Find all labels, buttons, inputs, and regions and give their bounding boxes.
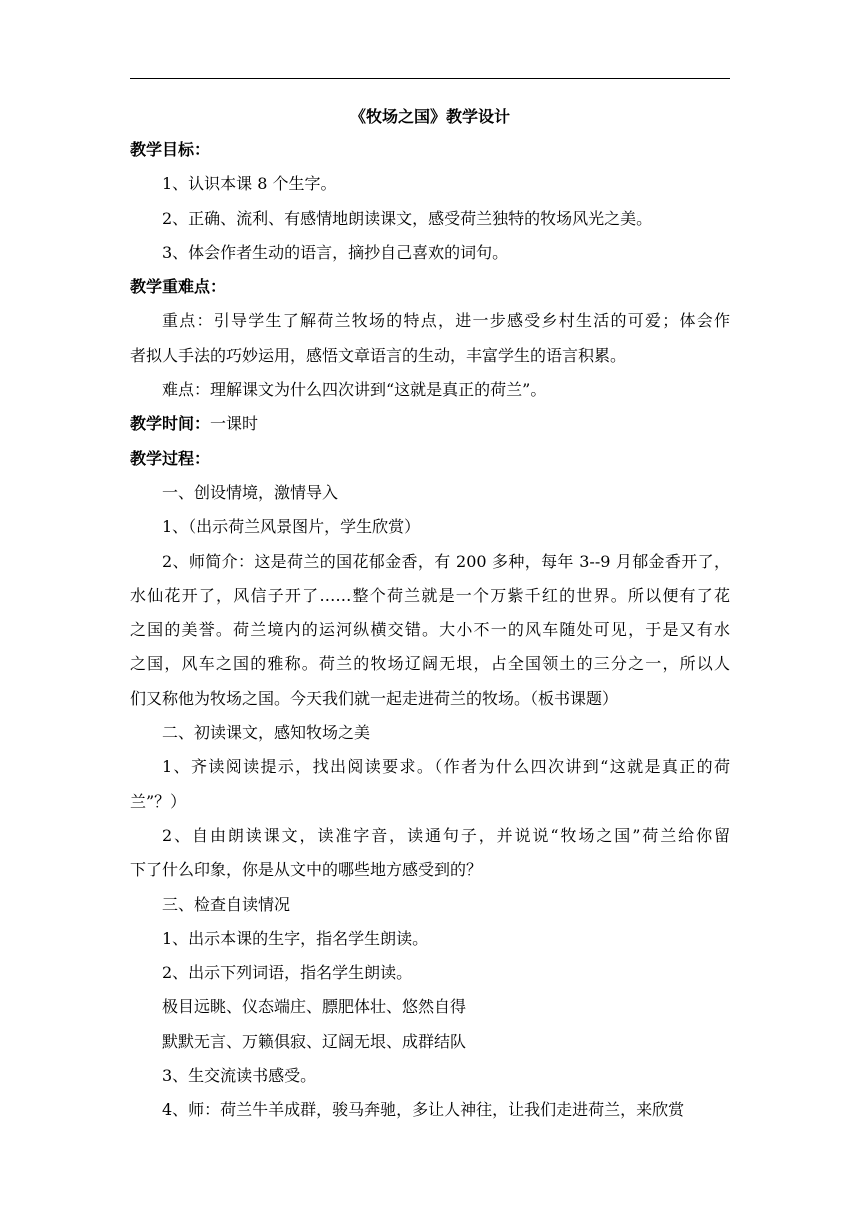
- section-item: 3、生交流读书感受。: [162, 1066, 317, 1086]
- difficulty-text: 难点：理解课文为什么四次讲到“这就是真正的荷兰”。: [162, 380, 547, 400]
- paragraph-line: 1、齐读阅读提示，找出阅读要求。（作者为什么四次讲到“这就是真正的荷: [162, 757, 730, 777]
- word-list: 默默无言、万籁俱寂、辽阔无垠、成群结队: [162, 1031, 467, 1051]
- key-point-paragraph: [130, 304, 730, 373]
- section-paragraph: [130, 750, 730, 819]
- objective-item: 1、认识本课 8 个生字。: [162, 174, 337, 194]
- paragraph-line: 2、自由朗读课文，读准字音，读通句子，并说说“牧场之国”荷兰给你留: [162, 825, 730, 845]
- paragraph-line: 者拟人手法的巧妙运用，感悟文章语言的生动，丰富学生的语言积累。: [130, 345, 627, 365]
- section-item: 2、出示下列词语，指名学生朗读。: [162, 963, 413, 983]
- document-body: [130, 100, 730, 1128]
- objective-item: 3、体会作者生动的语言，摘抄自己喜欢的词句。: [162, 242, 509, 262]
- section-title: 二、初读课文，感知牧场之美: [162, 723, 371, 743]
- section-paragraph: [130, 545, 730, 716]
- objective-item: 2、正确、流利、有感情地朗读课文，感受荷兰独特的牧场风光之美。: [162, 208, 653, 228]
- document-title: 《牧场之国》教学设计: [349, 107, 510, 126]
- header-rule: [130, 78, 730, 79]
- paragraph-line: 水仙花开了，风信子开了……整个荷兰就是一个万紫千红的世界。所以便有了花: [130, 585, 730, 605]
- section-title: 三、检查自读情况: [162, 894, 291, 914]
- section-item: 1、（出示荷兰风景图片，学生欣赏）: [162, 517, 421, 537]
- key-points-heading: 教学重难点：: [130, 277, 227, 297]
- time-label: 教学时间：: [130, 414, 211, 434]
- paragraph-line: 兰”？）: [130, 791, 187, 811]
- section-item: 4、师：荷兰牛羊成群，骏马奔驰，多让人神往，让我们走进荷兰，来欣赏: [162, 1100, 685, 1120]
- paragraph-line: 之国的美誉。荷兰境内的运河纵横交错。大小不一的风车随处可见，于是又有水: [130, 620, 730, 640]
- paragraph-line: 们又称他为牧场之国。今天我们就一起走进荷兰的牧场。（板书课题）: [130, 688, 619, 708]
- process-heading: 教学过程：: [130, 448, 211, 468]
- paragraph-line: 之国，风车之国的雅称。荷兰的牧场辽阔无垠，占全国领土的三分之一，所以人: [130, 654, 730, 674]
- section-title: 一、创设情境，激情导入: [162, 482, 339, 502]
- section-paragraph: [130, 819, 730, 888]
- word-list: 极目远眺、仪态端庄、膘肥体壮、悠然自得: [162, 997, 467, 1017]
- teaching-time: [130, 407, 730, 441]
- paragraph-line: 2、师简介：这是荷兰的国花郁金香，有 200 多种，每年 3--9 月郁金香开了，: [162, 551, 730, 571]
- paragraph-line: 下了什么印象，你是从文中的哪些地方感受到的？: [130, 860, 483, 880]
- paragraph-line: 重点：引导学生了解荷兰牧场的特点，进一步感受乡村生活的可爱；体会作: [162, 311, 730, 331]
- section-item: 1、出示本课的生字，指名学生朗读。: [162, 928, 429, 948]
- time-value: 一课时: [210, 414, 259, 434]
- objectives-heading: 教学目标：: [130, 140, 211, 159]
